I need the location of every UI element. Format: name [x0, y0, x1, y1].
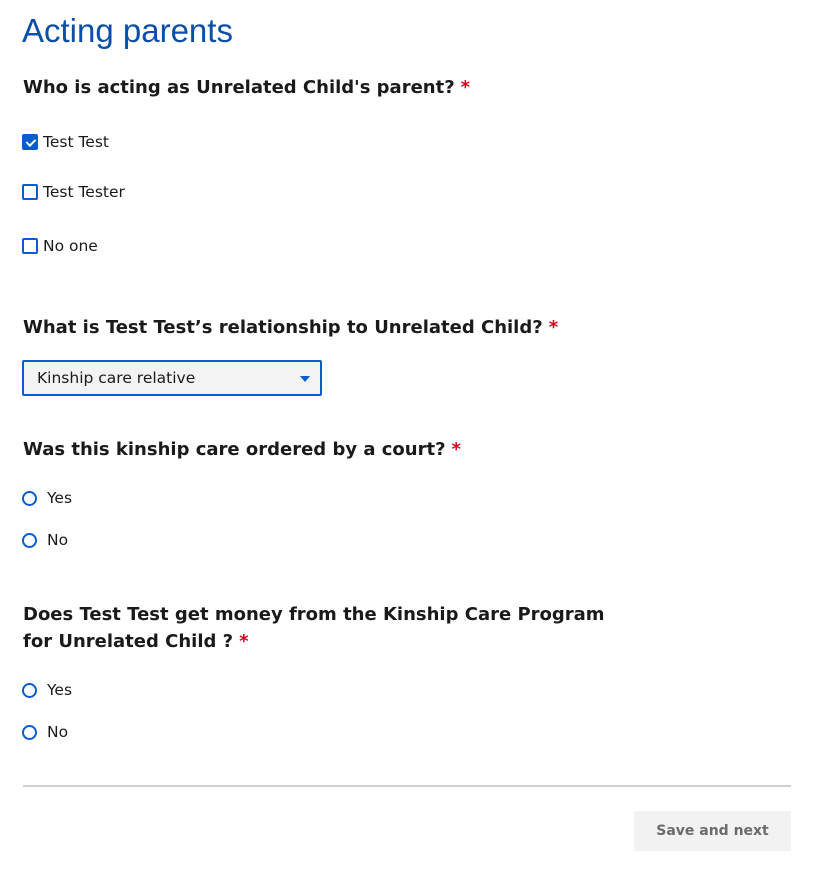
radio-button[interactable]	[22, 533, 37, 548]
relationship-select[interactable]	[22, 360, 322, 396]
required-marker: *	[460, 77, 471, 98]
required-marker: *	[451, 439, 461, 460]
checkbox-label: Test Test	[43, 133, 109, 151]
select-value: Kinship care relative	[37, 369, 196, 387]
question-court-ordered	[23, 436, 461, 463]
checkbox-option-test-tester[interactable]	[22, 182, 125, 202]
question-acting-parent	[23, 74, 470, 101]
radio-label: No	[47, 531, 69, 549]
checkbox-option-test-test[interactable]	[22, 132, 109, 152]
radio-option-court-yes[interactable]	[22, 488, 72, 508]
question-label-line2: for Unrelated Child ?	[23, 631, 234, 652]
checkbox-label: No one	[43, 237, 98, 255]
radio-label: Yes	[47, 681, 73, 699]
radio-button[interactable]	[22, 491, 37, 506]
checkbox-checked[interactable]	[22, 134, 38, 150]
question-relationship	[23, 314, 558, 341]
required-marker: *	[548, 317, 559, 338]
radio-option-money-yes[interactable]	[22, 680, 72, 700]
radio-option-money-no[interactable]	[22, 722, 68, 742]
required-marker: *	[239, 631, 249, 652]
checkbox-label: Test Tester	[43, 183, 125, 201]
save-and-next-button[interactable]: Save and next	[634, 811, 791, 851]
radio-button[interactable]	[22, 725, 37, 740]
page-title: Acting parents	[22, 12, 233, 49]
question-label: What is Test Test’s relationship to Unrelated Child?	[23, 317, 543, 338]
question-label: Who is acting as Unrelated Child's parent?	[23, 77, 455, 98]
caret-down-icon	[300, 376, 310, 382]
checkbox-unchecked[interactable]	[22, 184, 38, 200]
question-kinship-money	[23, 601, 605, 655]
question-label-line1: Does Test Test get money from the Kinship Care Program	[23, 604, 605, 625]
question-label: Was this kinship care ordered by a court?	[23, 439, 446, 460]
radio-option-court-no[interactable]	[22, 530, 68, 550]
divider	[23, 785, 791, 787]
checkbox-unchecked[interactable]	[22, 238, 38, 254]
radio-label: Yes	[47, 489, 73, 507]
radio-label: No	[47, 723, 69, 741]
radio-button[interactable]	[22, 683, 37, 698]
checkbox-option-no-one[interactable]	[22, 236, 98, 256]
